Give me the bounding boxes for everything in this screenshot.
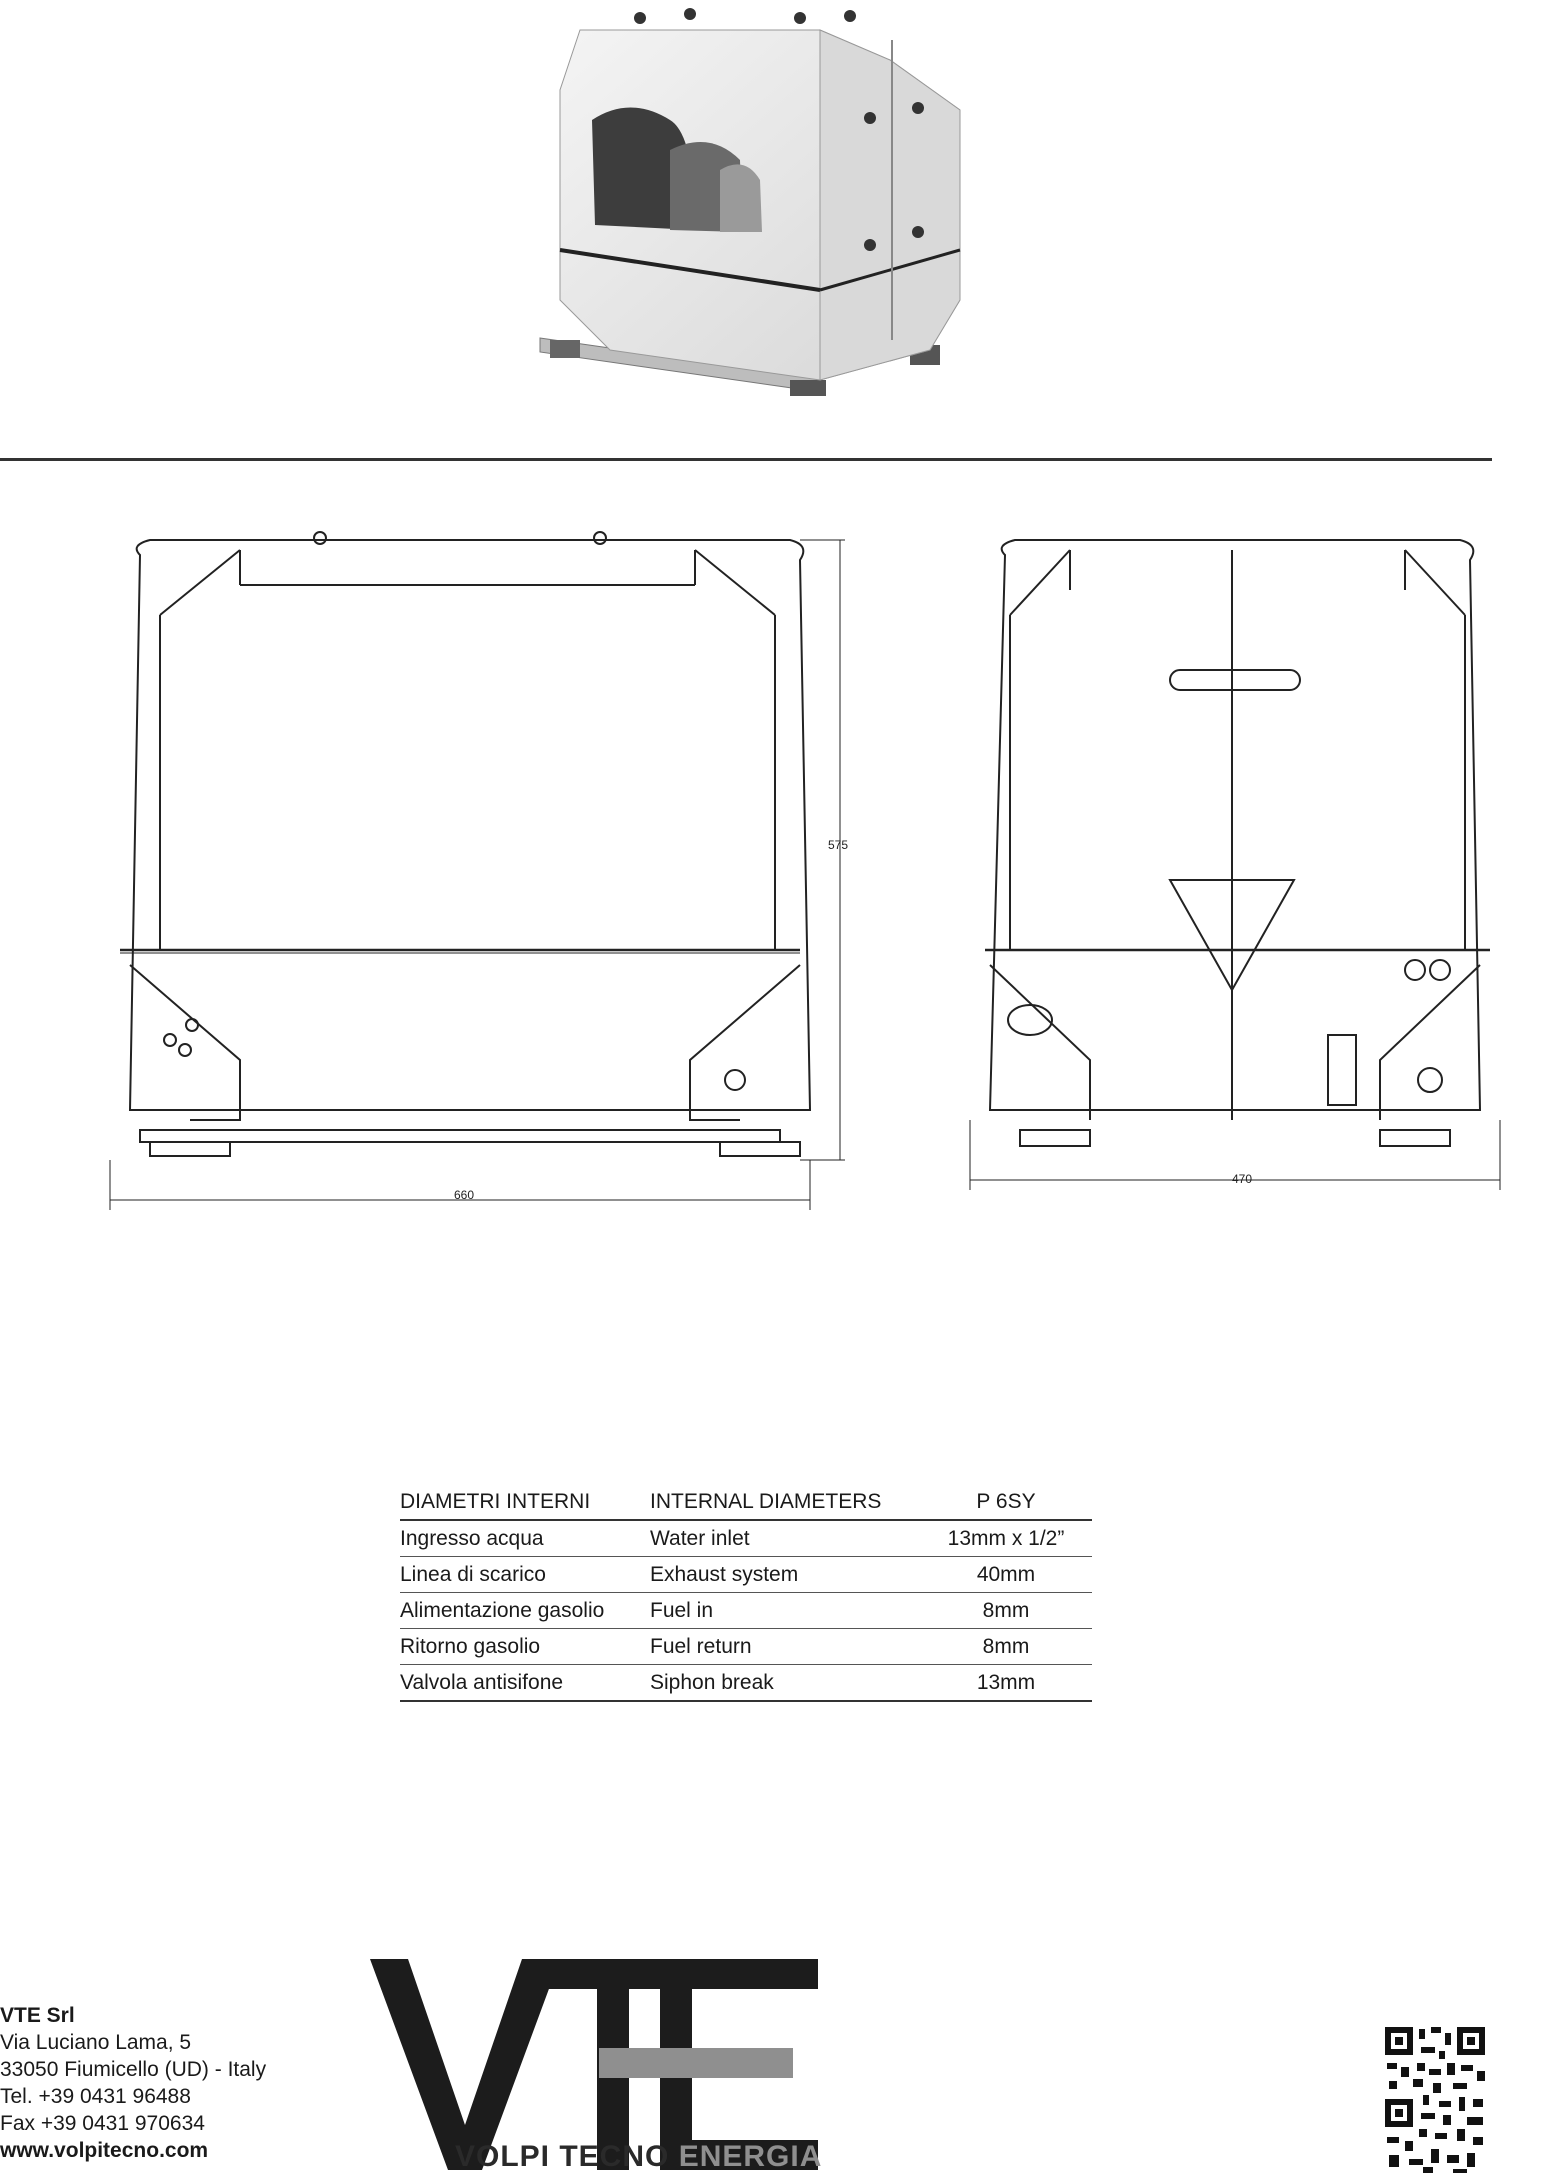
logo-subtitle — [455, 2140, 822, 2174]
cell-en: Siphon break — [650, 1665, 920, 1702]
company-city: 33050 Fiumicello (UD) - Italy — [0, 2058, 267, 2081]
internal-diameters-table — [400, 1484, 1092, 1702]
cell-en: Water inlet — [650, 1520, 920, 1557]
cell-value: 13mm x 1/2” — [920, 1520, 1092, 1557]
header-en: INTERNAL DIAMETERS — [650, 1484, 920, 1520]
company-name: VTE Srl — [0, 2004, 75, 2027]
front-height-dimension: 575 — [828, 838, 849, 852]
cell-value: 8mm — [920, 1593, 1092, 1629]
cell-it: Alimentazione gasolio — [400, 1593, 650, 1629]
logo-subtitle-dark: VOLPI TECNO — [455, 2140, 670, 2173]
table-row — [400, 1593, 1092, 1629]
company-info — [0, 2002, 266, 2164]
cell-it: Linea di scarico — [400, 1557, 650, 1593]
logo-subtitle-gray: ENERGIA — [678, 2140, 823, 2173]
qr-code-icon[interactable] — [1383, 2025, 1487, 2175]
table-row — [400, 1665, 1092, 1702]
front-view-drawing — [100, 520, 860, 1220]
cell-it: Valvola antisifone — [400, 1665, 650, 1702]
cell-en: Exhaust system — [650, 1557, 920, 1593]
cell-value: 13mm — [920, 1665, 1092, 1702]
table-row — [400, 1520, 1092, 1557]
section-divider — [0, 458, 1492, 461]
table-header-row — [400, 1484, 1092, 1520]
cell-value: 40mm — [920, 1557, 1092, 1593]
table-row — [400, 1557, 1092, 1593]
cell-en: Fuel in — [650, 1593, 920, 1629]
cell-it: Ingresso acqua — [400, 1520, 650, 1557]
company-address: Via Luciano Lama, 5 — [0, 2031, 192, 2054]
header-model: P 6SY — [920, 1484, 1092, 1520]
side-width-dimension: 470 — [1232, 1172, 1253, 1186]
cell-en: Fuel return — [650, 1629, 920, 1665]
cell-it: Ritorno gasolio — [400, 1629, 650, 1665]
company-fax: Fax +39 0431 970634 — [0, 2112, 205, 2135]
cell-value: 8mm — [920, 1629, 1092, 1665]
header-it: DIAMETRI INTERNI — [400, 1484, 650, 1520]
product-photo — [520, 0, 980, 420]
side-view-drawing — [960, 520, 1520, 1200]
front-width-dimension: 660 — [454, 1188, 475, 1202]
company-website[interactable]: www.volpitecno.com — [0, 2139, 209, 2162]
table-row — [400, 1629, 1092, 1665]
company-phone: Tel. +39 0431 96488 — [0, 2085, 191, 2108]
